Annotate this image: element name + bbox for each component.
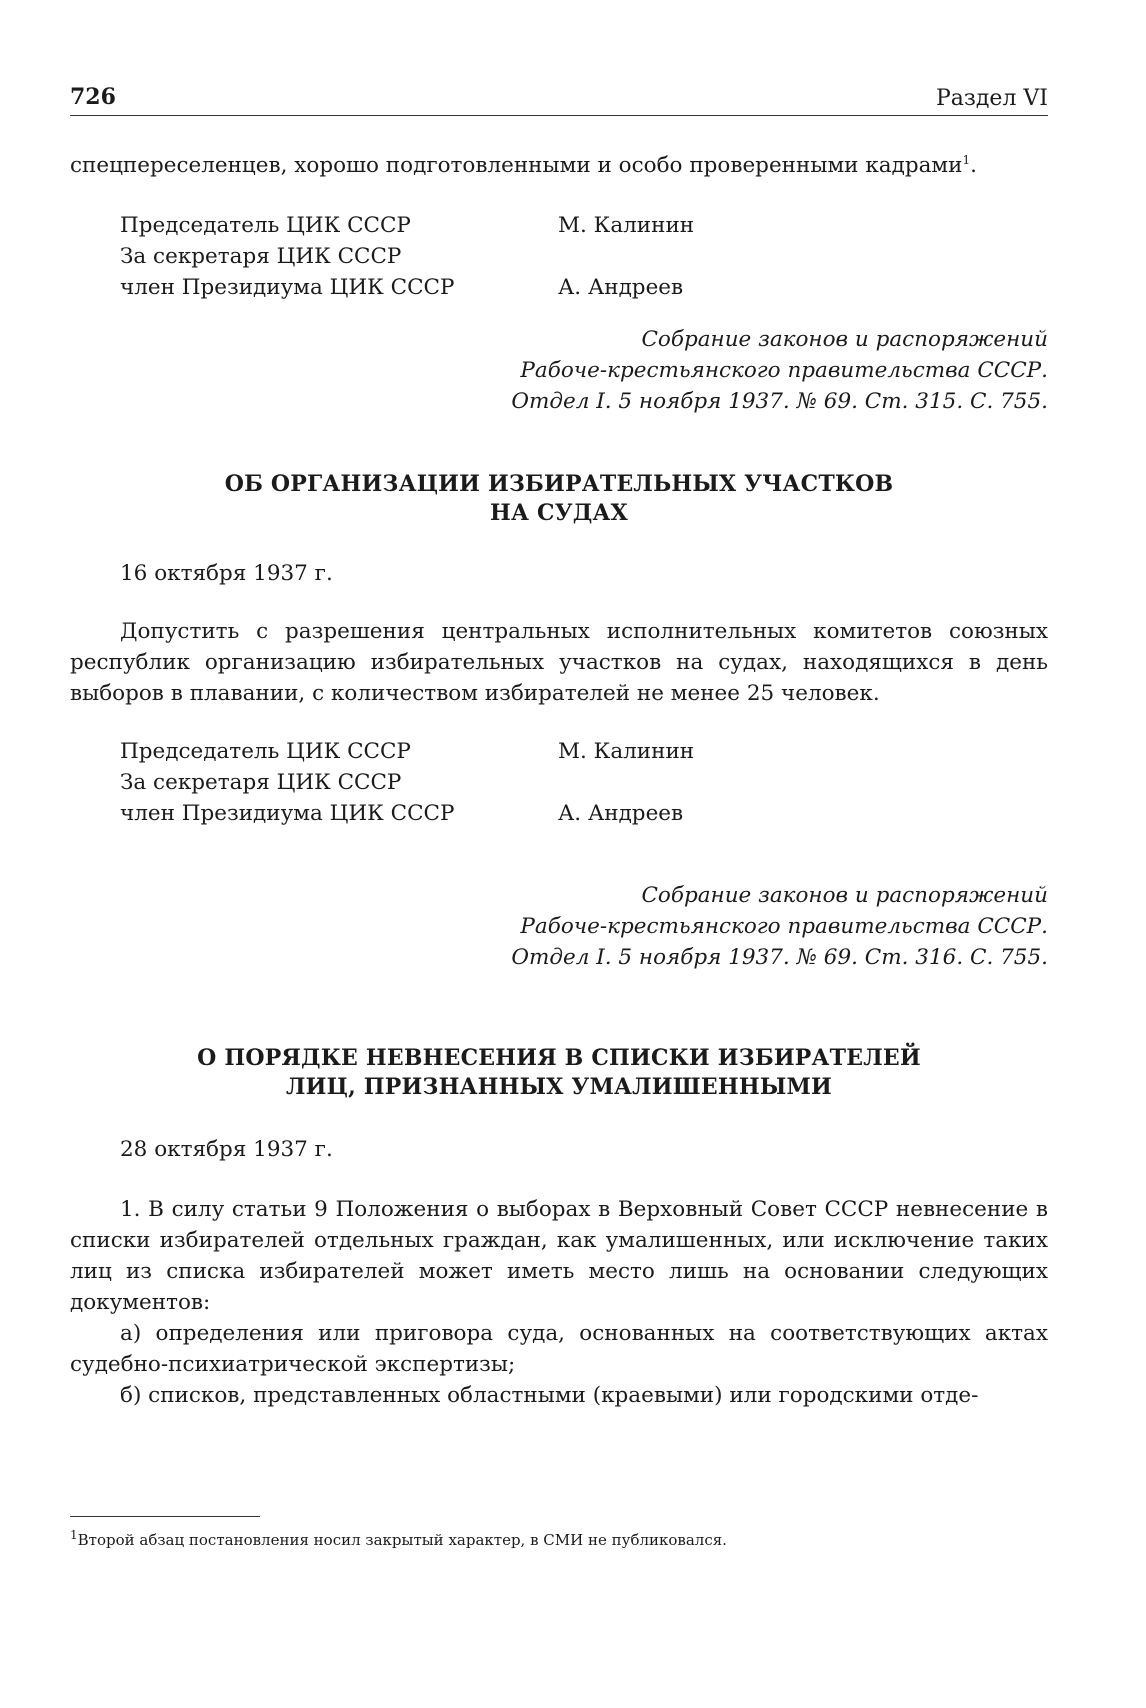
document-date-2: 16 октября 1937 г.: [120, 561, 333, 586]
document-title-2: [70, 470, 1048, 528]
signature-name: А. Андреев: [558, 275, 684, 300]
header-rule: [70, 115, 1048, 116]
signature-block-2: [70, 736, 1048, 829]
page-number: 726: [70, 84, 116, 110]
signature-role: член Президиума ЦИК СССР: [120, 275, 455, 300]
paragraph-1: 1. В силу статьи 9 Положения о выборах в Верховный Совет СССР невнесение в списки избирателей отдельных граждан, как умалишенных, или исключение таких лиц из списка избирателей может иметь место лишь на основании следующих документов:: [70, 1197, 1048, 1315]
signature-role: Председатель ЦИК СССР: [120, 739, 411, 764]
signature-row: [70, 241, 1048, 272]
source-line: Отдел I. 5 ноября 1937. № 69. Ст. 316. С. 755.: [511, 945, 1048, 970]
document-body-2: Допустить с разрешения центральных исполнительных комитетов союзных республик организацию избирательных участков на судах, находящихся в день выборов в плавании, с количеством избирателей не менее 25 человек.: [70, 619, 1048, 706]
source-line: Рабоче-крестьянского правительства СССР.: [520, 914, 1048, 939]
signature-role: член Президиума ЦИК СССР: [120, 801, 455, 826]
signature-block-1: [70, 210, 1048, 303]
running-header: [70, 80, 1048, 120]
intro-end: .: [970, 153, 977, 178]
list-item-a: а) определения или приговора суда, основанных на соответствующих актах судебно-психиатрической экспертизы;: [70, 1321, 1048, 1377]
source-line: Отдел I. 5 ноября 1937. № 69. Ст. 315. С. 755.: [511, 389, 1048, 414]
source-citation-2: [70, 880, 1048, 973]
source-line: Рабоче-крестьянского правительства СССР.: [520, 358, 1048, 383]
signature-name: А. Андреев: [558, 801, 684, 826]
section-title: Раздел VI: [935, 86, 1048, 111]
title-line: ЛИЦ, ПРИЗНАННЫХ УМАЛИШЕННЫМИ: [285, 1074, 832, 1100]
signature-row: [70, 798, 1048, 829]
book-page: [70, 0, 1048, 1708]
signature-row: [70, 736, 1048, 767]
footnote-reference: 1: [962, 152, 971, 167]
signature-role: Председатель ЦИК СССР: [120, 213, 411, 238]
title-line: НА СУДАХ: [490, 500, 628, 526]
source-line: Собрание законов и распоряжений: [641, 883, 1048, 908]
signature-name: М. Калинин: [558, 739, 695, 764]
signature-row: [70, 210, 1048, 241]
title-line: О ПОРЯДКЕ НЕВНЕСЕНИЯ В СПИСКИ ИЗБИРАТЕЛЕЙ: [197, 1045, 921, 1071]
signature-row: [70, 767, 1048, 798]
intro-paragraph: [70, 150, 1048, 181]
source-line: Собрание законов и распоряжений: [641, 327, 1048, 352]
intro-text: спецпереселенцев, хорошо подготовленными и особо проверенными кадрами: [70, 153, 963, 178]
footnote-rule: [70, 1516, 260, 1517]
document-body-3: [70, 1194, 1048, 1411]
list-item-b: б) списков, представленных областными (краевыми) или городскими отде-: [120, 1383, 979, 1408]
footnote-mark: 1: [70, 1528, 78, 1542]
footnote-text: Второй абзац постановления носил закрытый характер, в СМИ не публиковался.: [77, 1531, 727, 1549]
signature-role: За секретаря ЦИК СССР: [120, 244, 402, 269]
footnote: [70, 1530, 1048, 1550]
document-date-3: 28 октября 1937 г.: [120, 1137, 333, 1162]
signature-row: [70, 272, 1048, 303]
source-citation-1: [70, 324, 1048, 417]
signature-name: М. Калинин: [558, 213, 695, 238]
title-line: ОБ ОРГАНИЗАЦИИ ИЗБИРАТЕЛЬНЫХ УЧАСТКОВ: [224, 471, 894, 497]
signature-role: За секретаря ЦИК СССР: [120, 770, 402, 795]
document-title-3: [70, 1044, 1048, 1102]
